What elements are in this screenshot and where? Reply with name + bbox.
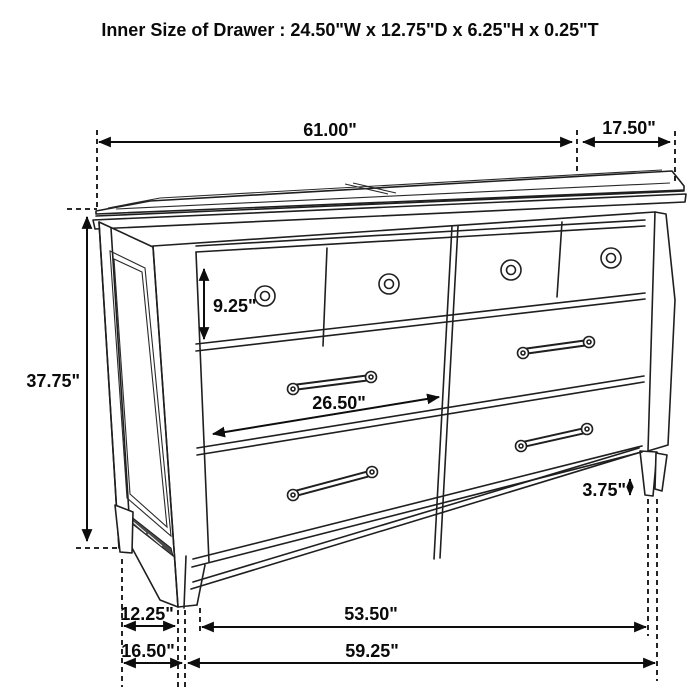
dresser-illustration — [93, 170, 686, 608]
dim-overall-height-label: 37.75" — [26, 371, 80, 391]
drawer-knobs — [255, 248, 621, 306]
drawer-knob — [379, 274, 399, 294]
dim-base-front-inner-width-label: 53.50" — [344, 604, 398, 624]
dim-leg-height-label: 3.75" — [582, 480, 626, 500]
drawer-knob — [601, 248, 621, 268]
dresser-top — [93, 170, 686, 229]
dim-base-side-span — [120, 604, 175, 626]
drawer-knob — [255, 286, 275, 306]
drawer-handle — [516, 424, 593, 452]
dim-top-depth-label: 17.50" — [602, 118, 656, 138]
dim-top-drawer-height-label: 9.25" — [213, 296, 257, 316]
dim-base-front-width — [188, 641, 655, 663]
dim-top-width-label: 61.00" — [303, 120, 357, 140]
dim-top-width — [99, 120, 572, 142]
drawer-handle — [518, 337, 595, 359]
dim-top-drawer-height — [204, 269, 257, 339]
page-title: Inner Size of Drawer : 24.50"W x 12.75"D x 6.25"H x 0.25"T — [101, 20, 599, 40]
dim-top-depth — [583, 118, 670, 142]
dim-drawer-inner-width-label: 26.50" — [312, 393, 366, 413]
dim-base-front-width-label: 59.25" — [345, 641, 399, 661]
dresser-front — [153, 212, 675, 608]
rear-left-leg — [115, 505, 133, 553]
drawer-knob — [501, 260, 521, 280]
dresser-right-side — [648, 212, 675, 491]
dim-overall-height — [26, 217, 87, 541]
rear-right-leg — [655, 453, 667, 491]
dresser-left-side — [99, 222, 178, 607]
dim-base-side-span-label: 12.25" — [120, 604, 174, 624]
dim-base-side-depth — [121, 641, 182, 663]
drawer-handle — [288, 467, 378, 501]
drawer-handle — [288, 372, 377, 395]
front-left-leg — [178, 556, 205, 608]
dim-leg-height — [582, 479, 630, 500]
dim-base-front-inner-width — [202, 604, 646, 627]
dim-base-side-depth-label: 16.50" — [121, 641, 175, 661]
